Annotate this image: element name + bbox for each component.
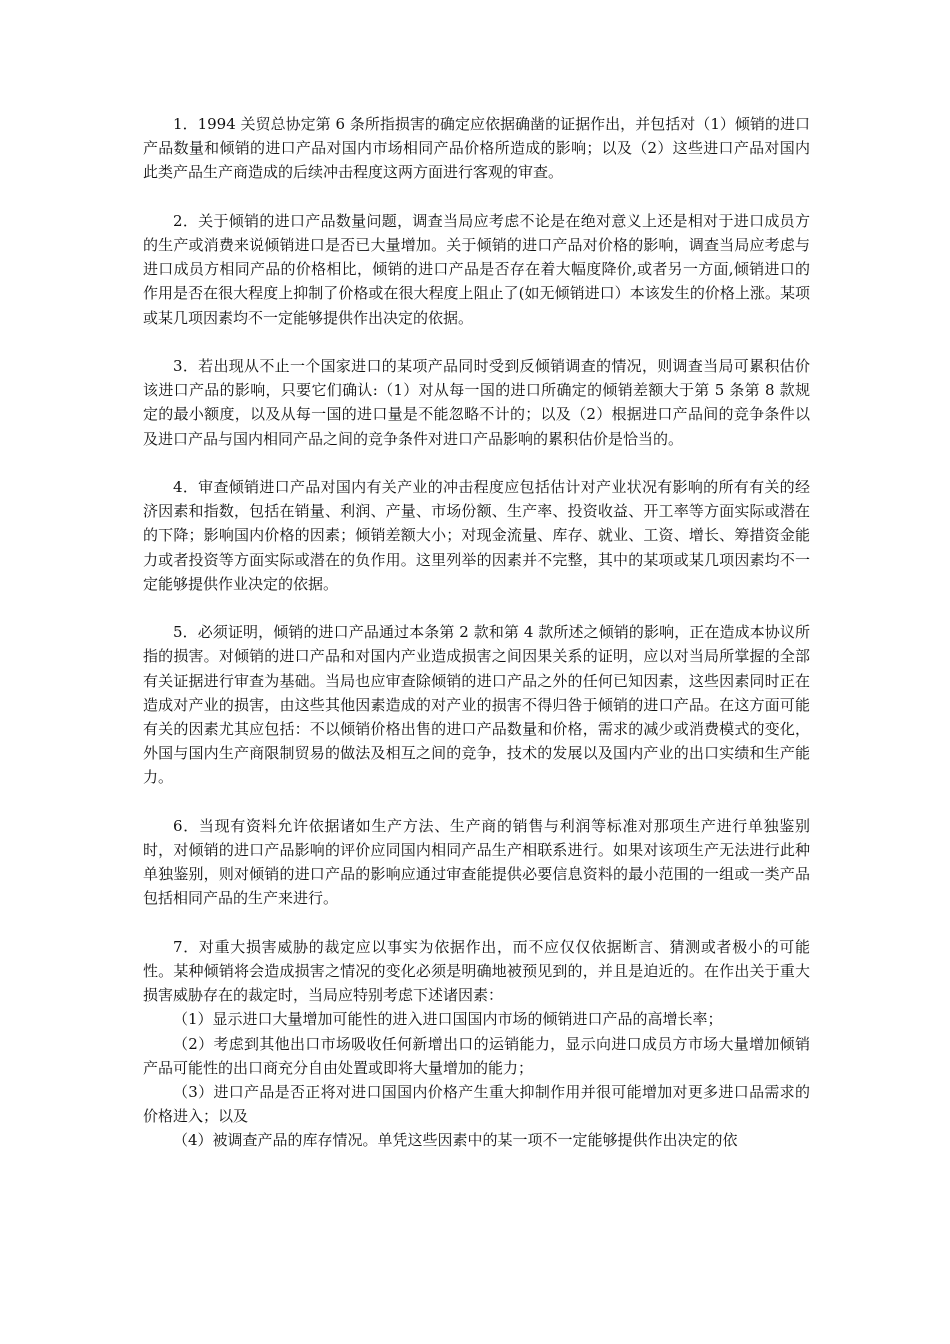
paragraph-6: 6．当现有资料允许依据诸如生产方法、生产商的销售与利润等标准对那项生产进行单独鉴别时，对倾销的进口产品影响的评价应同国内相同产品生产相联系进行。如果对该项生产无法进行此种单独鉴别，则对倾销的进口产品的影响应通过审查能提供必要信息资料的最小范围的一组或一类产品包括相同产品的生产来进行。 (143, 816, 810, 908)
paragraph-5: 5．必须证明，倾销的进口产品通过本条第 2 款和第 4 款所述之倾销的影响，正在造成本协议所指的损害。对倾销的进口产品和对国内产业造成损害之间因果关系的证明，应以对当局所掌握的全部有关证据进行审查为基础。当局也应审查除倾销的进口产品之外的任何已知因素，这些因素同时正在造成对产业的损害，由这些其他因素造成的对产业的损害不得归咎于倾销的进口产品。在这方面可能有关的因素尤其应包括：不以倾销价格出售的进口产品数量和价格，需求的减少或消费模式的变化，外国与国内生产商限制贸易的做法及相互之间的竞争，技术的发展以及国内产业的出口实绩和生产能力。 (143, 623, 810, 787)
paragraph-4: 4．审查倾销进口产品对国内有关产业的冲击程度应包括估计对产业状况有影响的所有有关的经济因素和指数，包括在销量、利润、产量、市场份额、生产率、投资收益、开工率等方面实际或潜在的下降；影响国内价格的因素；倾销差额大小；对现金流量、库存、就业、工资、增长、筹措资金能力或者投资等方面实际或潜在的负作用。这里列举的因素并不完整，其中的某项或某几项因素均不一定能够提供作业决定的依据。 (143, 478, 810, 593)
document-body (143, 112, 810, 1153)
paragraph-2: 2．关于倾销的进口产品数量问题，调查当局应考虑不论是在绝对意义上还是相对于进口成员方的生产或消费来说倾销进口是否已大量增加。关于倾销的进口产品对价格的影响，调查当局应考虑与进口成员方相同产品的价格相比，倾销的进口产品是否存在着大幅度降价,或者另一方面,倾销进口的作用是否在很大程度上抑制了价格或在很大程度上阻止了(如无倾销进口）本该发生的价格上涨。某项或某几项因素均不一定能够提供作出决定的依据。 (143, 211, 810, 327)
list-item-1: （1）显示进口大量增加可能性的进入进口国国内市场的倾销进口产品的高增长率； (173, 1010, 723, 1029)
list-item-2: （2）考虑到其他出口市场吸收任何新增出口的运销能力，显示向进口成员方市场大量增加倾销产品可能性的出口商充分自由处置或即将大量增加的能力； (143, 1034, 810, 1077)
paragraph-1: 1．1994 关贸总协定第 6 条所指损害的确定应依据确凿的证据作出，并包括对（1）倾销的进口产品数量和倾销的进口产品对国内市场相同产品价格所造成的影响；以及（2）这些进口产品对国内此类产品生产商造成的后续冲击程度这两方面进行客观的审查。 (143, 115, 810, 182)
list-item-4: （4）被调查产品的库存情况。单凭这些因素中的某一项不一定能够提供作出决定的依 (173, 1131, 738, 1150)
paragraph-7: 7．对重大损害威胁的裁定应以事实为依据作出，而不应仅仅依据断言、猜测或者极小的可能性。某种倾销将会造成损害之情况的变化必须是明确地被预见到的，并且是迫近的。在作出关于重大损害威胁存在的裁定时，当局应特别考虑下述诸因素： (143, 937, 810, 1005)
list-item-3: （3）进口产品是否正将对进口国国内价格产生重大抑制作用并很可能增加对更多进口品需求的价格进入；以及 (143, 1083, 810, 1126)
paragraph-3: 3．若出现从不止一个国家进口的某项产品同时受到反倾销调查的情况，则调查当局可累积估价该进口产品的影响，只要它们确认:（1）对从每一国的进口所确定的倾销差额大于第 5 条第 8 款规定的最小额度，以及从每一国的进口量是不能忽略不计的；以及（2）根据进口产品间的竞争条件以及进口产品与国内相同产品之间的竞争条件对进口产品影响的累积估价是恰当的。 (143, 357, 810, 448)
